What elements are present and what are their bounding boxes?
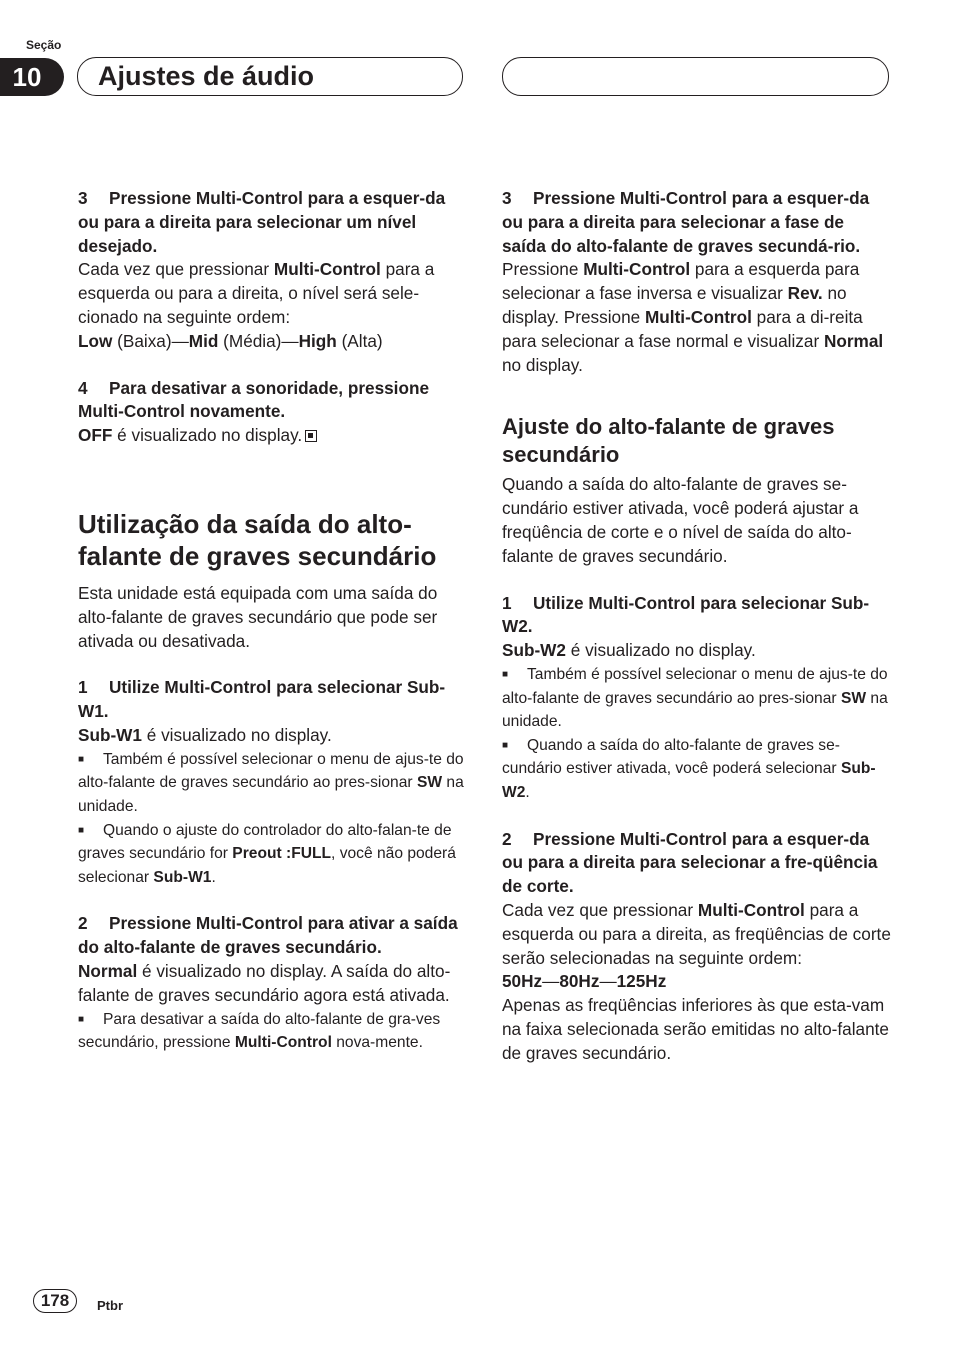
body-text: OFF é visualizado no display. (78, 424, 468, 448)
subsection-heading: Ajuste do alto-falante de graves secundário (502, 414, 835, 468)
step-text: Utilize Multi-Control para selecionar Sub-W1. (78, 677, 446, 722)
step-text: Pressione Multi-Control para ativar a saída do alto-falante de graves secundário. (78, 913, 458, 958)
body-text: Normal é visualizado no display. A saída do alto-falante de graves secundário agora está ativada. (78, 960, 451, 1005)
body-text: Sub-W1 é visualizado no display. (78, 724, 332, 745)
chapter-title-text: Ajustes de áudio (98, 61, 315, 91)
note: ■ Também é possível selecionar o menu de ajus-te do alto-falante de graves secundário ao pres-sionar SW na unidade. (78, 748, 468, 819)
step-text: Pressione Multi-Control para a esquer-da ou para a direita para selecionar a fase de saída do alto-falante de graves secundá-rio. (502, 188, 870, 256)
step-heading (78, 912, 468, 960)
step-number: 1 (502, 592, 512, 613)
body-text: Cada vez que pressionar Multi-Control para a esquerda ou para a direita, as freqüências de corte serão selecionadas na seguinte ordem: (502, 899, 891, 968)
right-column (502, 187, 892, 1065)
note: ■ Também é possível selecionar o menu de ajus-te do alto-falante de graves secundário ao pres-sionar SW na unidade. (502, 663, 892, 734)
end-mark-icon (305, 430, 317, 442)
section-heading: Utilização da saída do alto-falante de graves secundário (78, 508, 437, 571)
step-number: 2 (78, 913, 88, 934)
step-heading (78, 676, 468, 724)
level-order: Low (Baixa)—Mid (Média)—High (Alta) (78, 330, 383, 351)
body-text: Apenas as freqüências inferiores às que esta-vam na faixa selecionada serão emitidas no alto-falante de graves secundário. (502, 995, 889, 1063)
step-number: 4 (78, 377, 88, 398)
language-code: Ptbr (97, 1298, 123, 1313)
step-heading (502, 592, 892, 640)
note: ■ Para desativar a saída do alto-falante de gra-ves secundário, pressione Multi-Control nova-mente. (78, 1008, 468, 1055)
step-number: 2 (502, 828, 512, 849)
step-heading (502, 187, 892, 258)
step-text: Utilize Multi-Control para selecionar Sub-W2. (502, 592, 870, 637)
section-label: Seção (26, 38, 62, 52)
bullet-icon: ■ (502, 739, 509, 751)
bullet-icon: ■ (78, 753, 85, 765)
section-number-badge: 10 (0, 58, 64, 96)
bullet-icon: ■ (502, 668, 509, 680)
step-heading (78, 187, 468, 258)
step-text: Pressione Multi-Control para a esquer-da ou para a direita para selecionar a fre-qüência de corte. (502, 828, 878, 897)
intro-text: Quando a saída do alto-falante de graves se-cundário estiver ativada, você poderá ajustar a freqüência de corte e o nível de saída do alto-falante de graves secundário. (502, 474, 859, 566)
step-heading (502, 828, 892, 899)
body-text: Cada vez que pressionar Multi-Control para a esquerda ou para a direita, o nível será sele-cionado na seguinte ordem: (78, 259, 435, 327)
step-number: 3 (78, 188, 88, 208)
frequency-order: 50Hz—80Hz—125Hz (502, 971, 667, 992)
note: ■ Quando o ajuste do controlador do alto-falan-te de graves secundário for Preout :FULL, você não poderá selecionar Sub-W1. (78, 819, 468, 890)
body-text: Pressione Multi-Control para a esquerda para selecionar a fase inversa e visualizar Rev. no display. Pressione Multi-Control para a di-reita para selecionar a fase normal e visualizar Normal no display. (502, 259, 884, 375)
step-text: Pressione Multi-Control para a esquer-da ou para a direita para selecionar um nível desejado. (78, 188, 446, 256)
body-text: Sub-W2 é visualizado no display. (502, 640, 756, 661)
step-text: Para desativar a sonoridade, pressione Multi-Control novamente. (78, 377, 430, 422)
bullet-icon: ■ (78, 824, 85, 836)
page-number: 178 (33, 1289, 77, 1313)
bullet-icon: ■ (78, 1013, 85, 1025)
step-number: 3 (502, 188, 512, 208)
note: ■ Quando a saída do alto-falante de graves se-cundário estiver ativada, você poderá selecionar Sub-W2. (502, 734, 892, 805)
step-heading (78, 377, 468, 425)
intro-text: Esta unidade está equipada com uma saída do alto-falante de graves secundário que pode ser ativada ou desativada. (78, 582, 438, 651)
left-column (78, 187, 468, 1055)
step-number: 1 (78, 677, 88, 698)
header-empty-tab (502, 57, 889, 96)
chapter-title (77, 57, 463, 96)
